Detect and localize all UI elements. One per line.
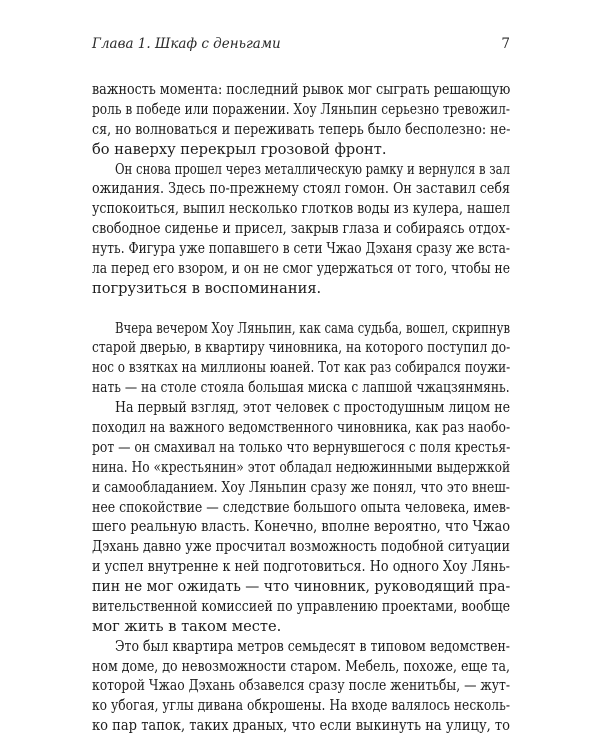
text-line: которой Чжао Дэхань обзавелся сразу после женитьбы, — жут- xyxy=(92,677,511,695)
text-line: вительственной комиссией по управлению проектами, вообще xyxy=(92,597,511,615)
text-line: Он снова прошел через металлическую рамку и вернулся в зал xyxy=(115,160,511,178)
chapter-title: Глава 1. Шкаф с деньгами xyxy=(92,36,281,52)
text-line: свободное сиденье и присел, закрыв глаза и собираясь отдох- xyxy=(92,220,510,238)
text-line: нать — на столе стояла большая миска с лапшой чжацзянмянь. xyxy=(92,379,510,397)
text-line: и самообладанием. Хоу Ляньпин сразу же понял, что это внеш- xyxy=(92,478,510,496)
text-line: нее спокойствие — следствие большого опыта человека, имев- xyxy=(92,498,511,516)
text-line: ся, но волноваться и переживать теперь было бесполезно: не- xyxy=(92,120,511,138)
text-line: нуть. Фигура уже попавшего в сети Чжао Дэханя сразу же вста- xyxy=(92,240,510,257)
text-line: шего реальную власть. Конечно, вполне вероятно, что Чжао xyxy=(92,518,511,536)
text-line: Дэхань давно уже просчитал возможность подобной ситуации xyxy=(92,538,511,556)
text-line: мог жить в таком месте. xyxy=(92,617,282,635)
text-line: походил на важного ведомственного чиновника, как раз наобо- xyxy=(92,418,511,436)
text-line: ном доме, до невозможности старом. Мебель, похоже, еще та, xyxy=(92,657,511,675)
text-line: На первый взгляд, этот человек с простодушным лицом не xyxy=(115,399,511,417)
text-line: успокоиться, выпил несколько глотков воды из кулера, нашел xyxy=(92,200,511,218)
text-line: погрузиться в воспоминания. xyxy=(92,279,322,297)
text-line: и успел внутренне к ней подготовиться. Но одного Хоу Лянь- xyxy=(92,558,510,576)
text-line: старой дверью, в квартиру чиновника, на которого поступил до- xyxy=(92,339,511,357)
text-line: Вчера вечером Хоу Ляньпин, как сама судьба, вошел, скрипнув xyxy=(115,319,511,337)
text-line: нос о взятках на миллионы юаней. Тот как раз собирался поужи- xyxy=(92,359,511,377)
text-line: Это был квартира метров семьдесят в типовом ведомствен- xyxy=(115,637,511,655)
text-line: нина. Но «крестьянин» этот обладал недюжинными выдержкой xyxy=(92,458,511,476)
text-line: бо наверху перекрыл грозовой фронт. xyxy=(92,140,387,158)
text-line: ко убогая, углы дивана обкрошены. На входе валялось несколь- xyxy=(92,697,510,715)
text-line: ко пар тапок, таких драных, что если выкинуть на улицу, то xyxy=(92,717,511,735)
text-line: ла перед его взором, и он не смог удержаться от того, чтобы не xyxy=(92,259,510,277)
text-line: важность момента: последний рывок мог сыграть решающую xyxy=(92,81,511,98)
text-line: ожидания. Здесь по-прежнему стоял гомон. Он заставил себя xyxy=(92,180,510,198)
page-number: 7 xyxy=(501,36,510,52)
text-line: рот — он смахивал на только что вернувшегося с поля крестья- xyxy=(92,438,511,456)
text-line: пин не мог ожидать — что чиновник, руководящий пра- xyxy=(92,578,511,595)
text-line: роль в победе или поражении. Хоу Ляньпин серьезно тревожил- xyxy=(92,100,510,118)
